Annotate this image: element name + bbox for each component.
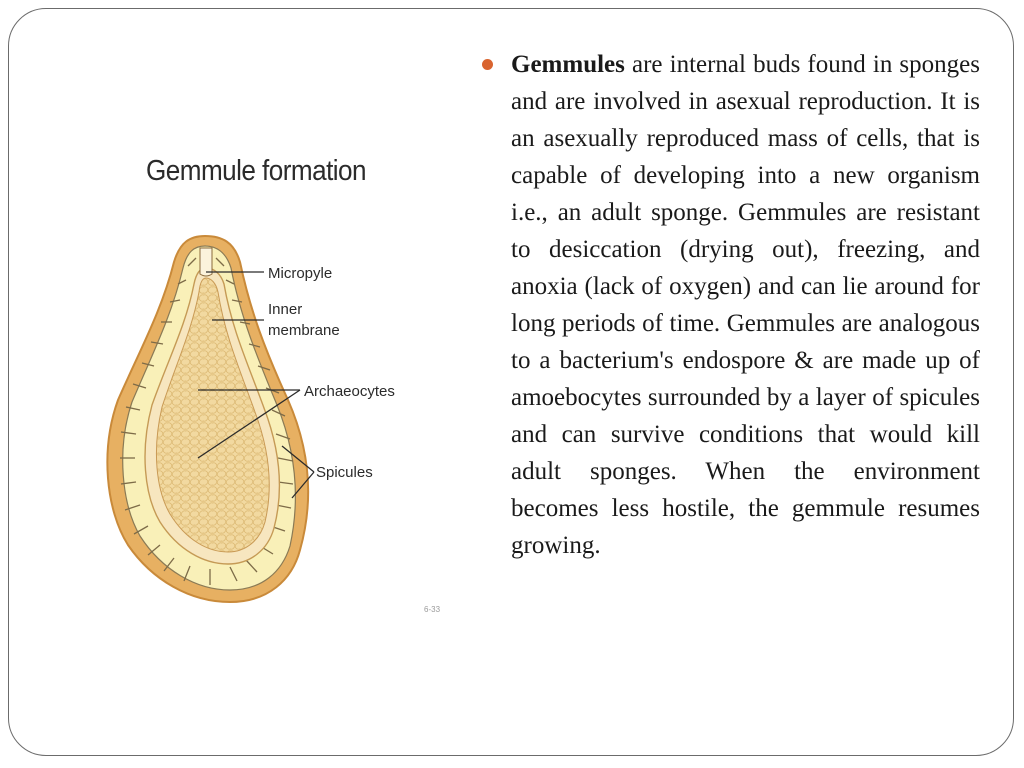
- label-inner-membrane-2: membrane: [268, 322, 340, 339]
- description-paragraph: [511, 46, 980, 564]
- label-micropyle: Micropyle: [268, 265, 333, 282]
- figure-number: 6-33: [424, 605, 441, 614]
- term-gemmules: Gemmules: [511, 51, 625, 78]
- label-archaeocytes: Archaeocytes: [304, 383, 395, 400]
- gemmule-illustration: [100, 150, 450, 630]
- gemmule-diagram: [100, 150, 450, 630]
- figure-title: Gemmule formation: [146, 155, 367, 187]
- label-inner-membrane-1: Inner: [268, 301, 303, 318]
- label-spicules: Spicules: [316, 464, 373, 481]
- paragraph-body: are internal buds found in sponges and are involved in asexual reproduction. It is an asexually reproduced mass of cells, that is capable of developing into a new organism i.e., an adult sponge. Gemmules are resistant to desiccation (drying out), freezing, and anoxia (lack of oxygen) and can lie around for long periods of time. Gemmules are analogous to a bacterium's endospore & are made up of amoebocytes surrounded by a layer of spicules and can survive conditions that would kill adult sponges. When the environment becomes less hostile, the gemmule resumes growing.: [511, 51, 980, 559]
- description-text: [482, 46, 980, 589]
- bullet-icon: [482, 59, 493, 70]
